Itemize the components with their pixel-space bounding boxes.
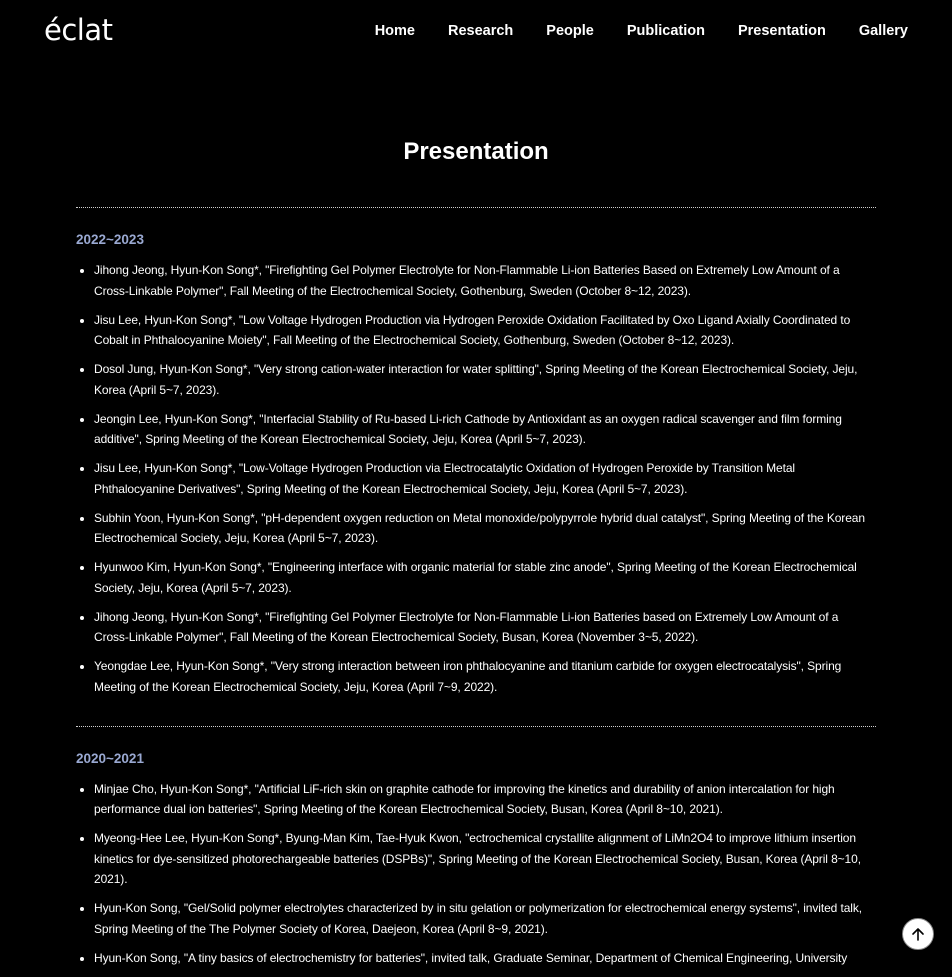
arrow-up-icon bbox=[910, 926, 926, 942]
list-item: • Hyunwoo Kim, Hyun-Kon Song*, "Engineering interface with organic material for stable zinc anode", Spring Meeting of the Korean Electrochemical Society, Jeju, Korea (April 5~7, 2023). bbox=[94, 557, 876, 598]
presentation-items bbox=[76, 779, 876, 969]
nav-gallery[interactable]: Gallery bbox=[858, 23, 908, 39]
section-year: 2020~2021 bbox=[76, 750, 144, 766]
section-divider bbox=[76, 207, 876, 208]
site-logo[interactable]: éclat bbox=[44, 13, 113, 47]
main-nav bbox=[342, 21, 908, 41]
page-title: Presentation bbox=[403, 138, 549, 165]
presentation-list bbox=[76, 207, 876, 977]
list-item: • Minjae Cho, Hyun-Kon Song*, "Artificial LiF-rich skin on graphite cathode for improving the kinetics and durability of anion intercalation for high performance dual ion batteries", Spring Meeting of the Korean Electrochemical Society, Busan, Korea (April 8~10, 2021). bbox=[94, 779, 876, 820]
section-spacer bbox=[76, 706, 876, 726]
nav-publication[interactable]: Publication bbox=[626, 23, 705, 39]
list-item: • Yeongdae Lee, Hyun-Kon Song*, "Very strong interaction between iron phthalocyanine and titanium carbide for oxygen electrocatalysis", Spring Meeting of the Korean Electrochemical Society, Jeju, Korea (April 7~9, 2022). bbox=[94, 656, 876, 697]
list-item: • Jihong Jeong, Hyun-Kon Song*, "Firefighting Gel Polymer Electrolyte for Non-Flammable Li-ion Batteries Based on Extremely Low Amount of a Cross-Linkable Polymer", Fall Meeting of the Electrochemical Society, Gothenburg, Sweden (October 8~12, 2023). bbox=[94, 260, 876, 301]
section-divider bbox=[76, 726, 876, 727]
list-item: • Subhin Yoon, Hyun-Kon Song*, "pH-dependent oxygen reduction on Metal monoxide/polypyrrole hybrid dual catalyst", Spring Meeting of the Korean Electrochemical Society, Jeju, Korea (April 5~7, 2023). bbox=[94, 508, 876, 549]
section-year: 2022~2023 bbox=[76, 232, 144, 247]
section-2022-2023 bbox=[76, 207, 876, 697]
nav-people[interactable]: People bbox=[546, 23, 594, 39]
list-item: • Jeongin Lee, Hyun-Kon Song*, "Interfacial Stability of Ru-based Li-rich Cathode by Antioxidant as an oxygen radical scavenger and film forming additive", Spring Meeting of the Korean Electrochemical Society, Jeju, Korea (April 5~7, 2023). bbox=[94, 409, 876, 450]
section-2020-2021 bbox=[76, 726, 876, 969]
list-item: • Dosol Jung, Hyun-Kon Song*, "Very strong cation-water interaction for water splitting", Spring Meeting of the Korean Electrochemical Society, Jeju, Korea (April 5~7, 2023). bbox=[94, 359, 876, 400]
nav-presentation[interactable]: Presentation bbox=[737, 23, 826, 39]
list-item: • Hyun-Kon Song, "Gel/Solid polymer electrolytes characterized by in situ gelation or polymerization for electrochemical energy systems", invited talk, Spring Meeting of the The Polymer Society of Korea, Daejeon, Korea (April 8~9, 2021). bbox=[94, 898, 876, 939]
list-item: • Jisu Lee, Hyun-Kon Song*, "Low-Voltage Hydrogen Production via Electrocatalytic Oxidation of Hydrogen Peroxide by Transition Metal Phthalocyanine Derivatives", Spring Meeting of the Korean Electrochemical Society, Jeju, Korea (April 5~7, 2023). bbox=[94, 458, 876, 499]
nav-home[interactable]: Home bbox=[374, 23, 415, 39]
presentation-items bbox=[76, 260, 876, 697]
list-item: • Jisu Lee, Hyun-Kon Song*, "Low Voltage Hydrogen Production via Hydrogen Peroxide Oxidation Facilitated by Oxo Ligand Axially Coordinated to Cobalt in Phthalocyanine Moiety", Fall Meeting of the Electrochemical Society, Gothenburg, Sweden (October 8~12, 2023). bbox=[94, 310, 876, 351]
site-header bbox=[0, 0, 952, 64]
scroll-to-top-button[interactable] bbox=[902, 918, 934, 950]
nav-research[interactable]: Research bbox=[447, 23, 514, 39]
list-item: • Jihong Jeong, Hyun-Kon Song*, "Firefighting Gel Polymer Electrolyte for Non-Flammable Li-ion Batteries based on Extremely Low Amount of a Cross-Linkable Polymer", Fall Meeting of the Korean Electrochemical Society, Busan, Korea (November 3~5, 2022). bbox=[94, 607, 876, 648]
list-item: • Hyun-Kon Song, "A tiny basics of electrochemistry for batteries", invited talk, Graduate Seminar, Department of Chemical Engineering, University bbox=[94, 948, 876, 969]
list-item: • Myeong-Hee Lee, Hyun-Kon Song*, Byung-Man Kim, Tae-Hyuk Kwon, "ectrochemical crystallite alignment of LiMn2O4 to improve lithium insertion kinetics for dye-sensitized photorechargeable batteries (DSPBs)", Spring Meeting of the Korean Electrochemical Society, Busan, Korea (April 8~10, 2021). bbox=[94, 828, 876, 890]
